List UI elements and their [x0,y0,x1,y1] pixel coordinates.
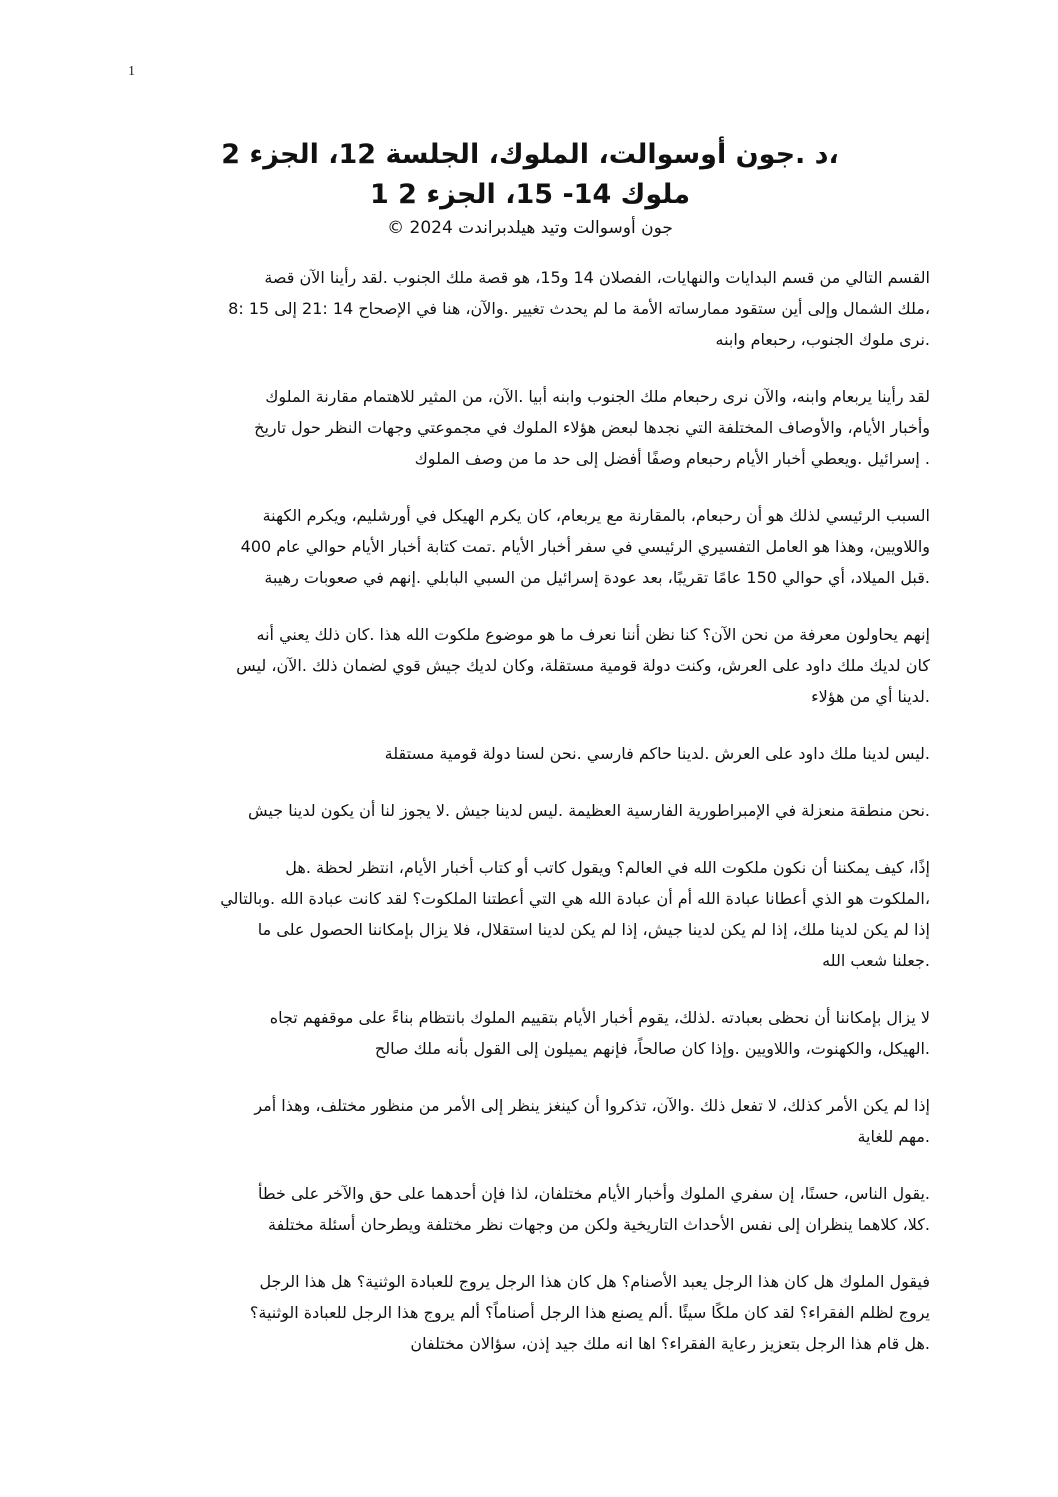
title-line-1: ،د .جون أوسوالت، الملوك، الجلسة 12، الجزء 2 [221,139,839,170]
paragraph-line: يروج لظلم الفقراء؟ لقد كان ملكًا سيئًا .ألم يصنع هذا الرجل أصناماً؟ ألم يروج هذا الرجل للعبادة الوثنية؟ [249,1303,930,1322]
paragraph-line: .نحن منطقة منعزلة في الإمبراطورية الفارسية العظيمة .ليس لدينا جيش .لا يجوز لنا أن يكون لدينا جيش [248,801,930,820]
paragraph [130,1090,930,1152]
paragraph-line: .ليس لدينا ملك داود على العرش .لدينا حاكم فارسي .نحن لسنا دولة قومية مستقلة [384,744,930,763]
paragraph-line: وأخبار الأيام، والأوصاف المختلفة التي نجدها لبعض هؤلاء الملوك في مجموعتي وجهات النظر حول تاريخ [254,418,930,437]
paragraph-line: .يقول الناس، حسنًا، إن سفري الملوك وأخبار الأيام مختلفان، لذا فإن أحدهما على حق والآخر على خطأ [257,1184,930,1203]
title-block [120,135,940,241]
paragraph-line: إذا لم يكن لدينا ملك، إذا لم يكن لدينا جيش، إذا لم يكن لدينا استقلال، فلا يزال بإمكاننا الحصول على ما [257,920,930,939]
paragraph [130,852,930,976]
paragraph-line: إذا لم يكن الأمر كذلك، لا تفعل ذلك .والآن، تذكروا أن كينغز ينظر إلى الأمر من منظور مختلف، وهذا أمر [254,1096,930,1115]
paragraph-line: القسم التالي من قسم البدايات والنهايات، الفصلان 14 و15، هو قصة ملك الجنوب .لقد رأينا الآن قصة [264,268,930,287]
paragraph [130,1178,930,1240]
body-text [130,262,930,1385]
paragraph [130,738,930,769]
paragraph [130,381,930,474]
paragraph-line: .هل قام هذا الرجل بتعزيز رعاية الفقراء؟ اها انه ملك جيد إذن، سؤالان مختلفان [410,1334,930,1353]
paragraph-line: .كلا، كلاهما ينظران إلى نفس الأحداث التاريخية ولكن من وجهات نظر مختلفة ويطرحان أسئلة مختلفة [268,1215,930,1234]
paragraph-line: لقد رأينا يربعام وابنه، والآن نرى رحبعام ملك الجنوب وابنه أبيا .الآن، من المثير للاهتمام مقارنة الملوك [265,387,930,406]
paragraph [130,1266,930,1359]
paragraph-line: ،الملكوت هو الذي أعطانا عبادة الله أم أن عبادة الله هي التي أعطتنا الملكوت؟ لقد كانت عبادة الله .وبالتالي [220,889,930,908]
title-line-2: ملوك 14- 15، الجزء 2 1 [369,179,691,210]
paragraph-line: كان لديك ملك داود على العرش، وكنت دولة قومية مستقلة، وكان لديك جيش قوي لضمان ذلك .الآن، ليس [236,656,930,675]
paragraph [130,1002,930,1064]
paragraph-line: فيقول الملوك هل كان هذا الرجل يعبد الأصنام؟ هل كان هذا الرجل يروج للعبادة الوثنية؟ هل هذا الرجل [259,1272,930,1291]
paragraph-line: واللاويين، وهذا هو العامل التفسيري الرئيسي في سفر أخبار الأيام .تمت كتابة أخبار الأيام حوالي عام 400 [240,537,930,556]
paragraph-line: السبب الرئيسي لذلك هو أن رحبعام، بالمقارنة مع يربعام، كان يكرم الهيكل في أورشليم، ويكرم الكهنة [262,506,930,525]
paragraph [130,619,930,712]
paragraph [130,262,930,355]
paragraph-line: .نرى ملوك الجنوب، رحبعام وابنه [715,330,930,349]
paragraph [130,795,930,826]
copyright-notice: جون أوسوالت وتيد هيلدبراندت 2024 © [387,218,673,238]
paragraph [130,500,930,593]
paragraph-line: .مهم للغاية [857,1127,930,1146]
paragraph-line: إذًا، كيف يمكننا أن نكون ملكوت الله في العالم؟ ويقول كاتب أو كتاب أخبار الأيام، انتظر لحظة .هل [285,858,930,877]
page-number: 1 [128,64,135,79]
paragraph-line: ،ملك الشمال وإلى أين ستقود ممارساته الأمة ما لم يحدث تغيير .والآن، هنا في الإصحاح 14 :21 إلى 15 :8 [228,299,930,318]
paragraph-line: لا يزال بإمكاننا أن نحظى بعبادته .لذلك، يقوم أخبار الأيام بتقييم الملوك بانتظام بناءً على موقفهم تجاه [269,1008,930,1027]
paragraph-line: .لدينا أي من هؤلاء [811,687,930,706]
paragraph-line: .جعلنا شعب الله [822,951,930,970]
paragraph-line: إنهم يحاولون معرفة من نحن الآن؟ كنا نظن أننا نعرف ما هو موضوع ملكوت الله هذا .كان ذلك يعني أنه [256,625,930,644]
paragraph-line: . إسرائيل .ويعطي أخبار الأيام رحبعام وصفًا أفضل إلى حد ما من وصف الملوك [414,449,930,468]
paragraph-line: .الهيكل، والكهنوت، واللاويين .وإذا كان صالحاً، فإنهم يميلون إلى القول بأنه ملك صالح [374,1039,930,1058]
paragraph-line: .قبل الميلاد، أي حوالي 150 عامًا تقريبًا، بعد عودة إسرائيل من السبي البابلي .إنهم في صعوبات رهيبة [264,568,930,587]
